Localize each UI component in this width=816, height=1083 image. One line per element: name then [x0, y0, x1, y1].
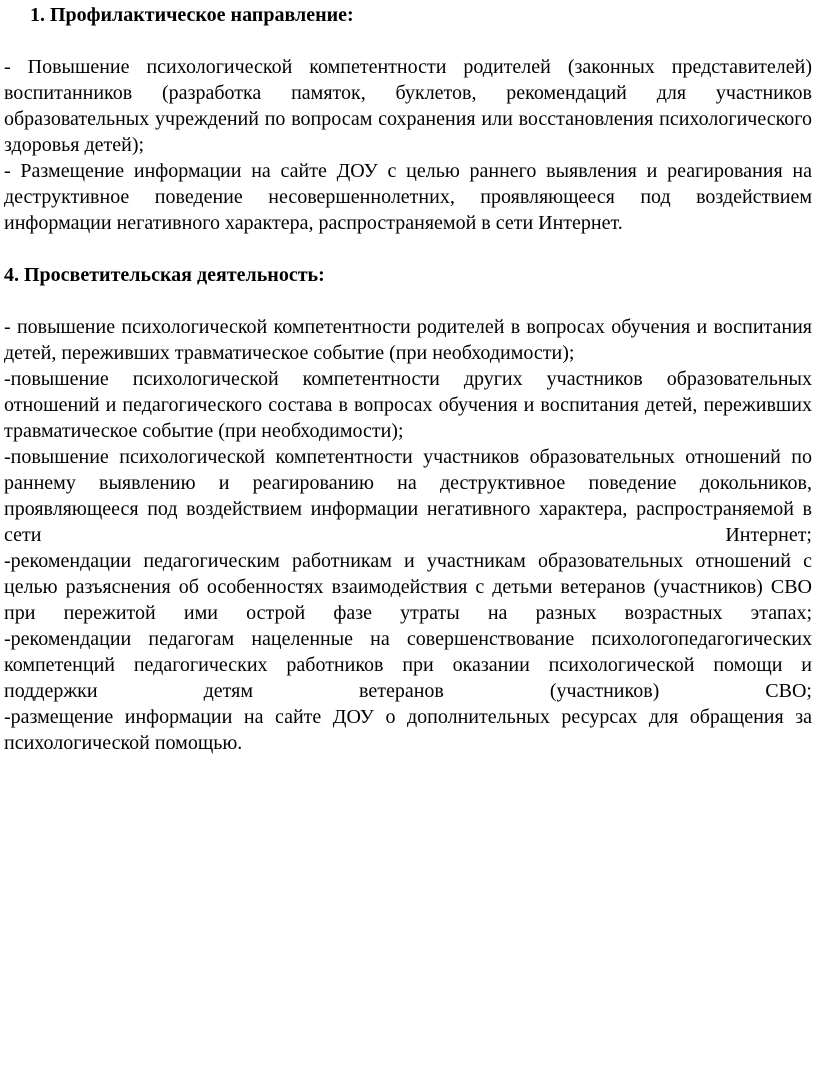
section-4-paragraph: -повышение психологической компетентности других участников образовательных отношений и педагогического состава в вопросах обучения и воспитания детей, переживших травматическое событие (при необходимости);: [4, 368, 812, 442]
section-4-paragraph: -рекомендации педагогам нацеленные на совершенствование психологопедагогических компетенций педагогических работников при оказании психологической помощи и поддержки детям ветеранов (участников) СВО;: [4, 628, 812, 702]
section-4-body: [4, 314, 812, 756]
section-1-number: 1.: [30, 4, 45, 26]
section-4-heading: 4. Просветительская деятельность:: [4, 264, 325, 286]
section-1-body: [4, 54, 812, 236]
section-4-paragraph: -рекомендации педагогическим работникам и участникам образовательных отношений с целью разъяснения об особенностях взаимодействия с детьми ветеранов (участников) СВО при пережитой ими острой фазе утраты на разных возрастных этапах;: [4, 550, 812, 624]
section-4-paragraph: -повышение психологической компетентности участников образовательных отношений по раннему выявлению и реагированию на деструктивное поведение докольников, проявляющееся под воздействием информации негативного характера, распространяемой в сети Интернет;: [4, 446, 812, 546]
section-4-paragraph: - повышение психологической компетентности родителей в вопросах обучения и воспитания детей, переживших травматическое событие (при необходимости);: [4, 316, 812, 364]
section-1-title: Профилактическое направление:: [50, 4, 354, 26]
section-1-paragraph: - Повышение психологической компетентности родителей (законных представителей) воспитанников (разработка памяток, буклетов, рекомендаций для участников образовательных учреждений по вопросам сохранения или восстановления психологического здоровья детей);: [4, 56, 812, 156]
document-page: [4, 0, 812, 756]
section-4-paragraph: -размещение информации на сайте ДОУ о дополнительных ресурсах для обращения за психологической помощью.: [4, 706, 812, 754]
section-1-heading: [4, 2, 812, 28]
spacer: [4, 288, 812, 314]
spacer: [4, 236, 812, 262]
section-1-paragraph: - Размещение информации на сайте ДОУ с целью раннего выявления и реагирования на деструктивное поведение несовершеннолетних, проявляющееся под воздействием информации негативного характера, распространяемой в сети Интернет.: [4, 160, 812, 234]
spacer: [4, 28, 812, 54]
